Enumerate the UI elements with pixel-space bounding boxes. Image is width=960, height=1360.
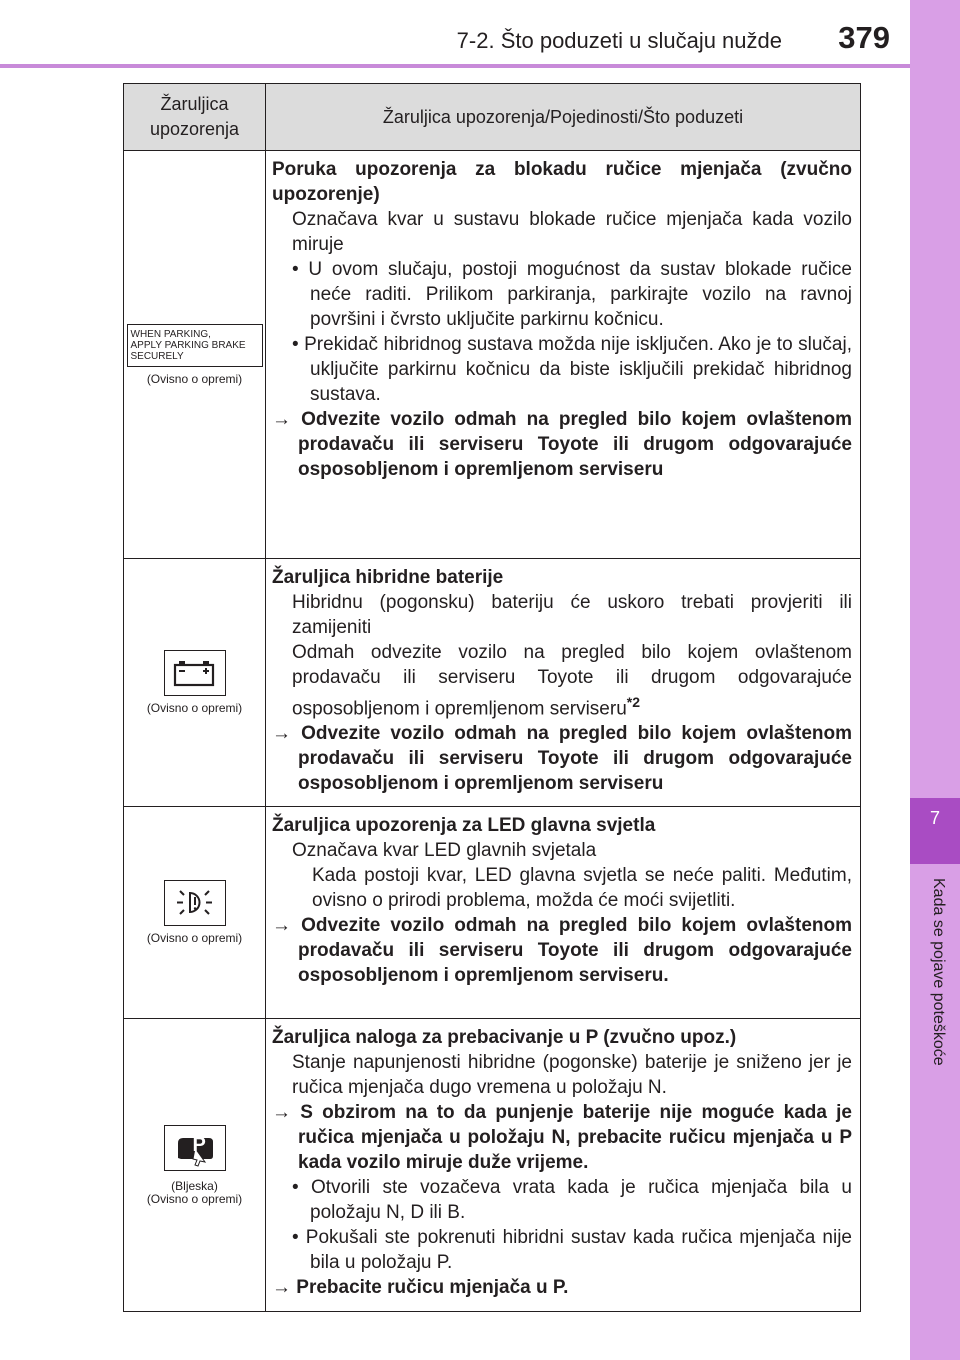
- p-letter: P: [192, 1133, 206, 1156]
- row-text: Kada postoji kvar, LED glavna svjetla se neće paliti. Međutim, ovisno o prirodi problema, možda će moći svijetliti.: [312, 865, 852, 912]
- row-bullet: • Prekidač hibridnog sustava možda nije isključen. Ako je to slučaj, uključite parkirnu kočnicu da biste isključili prekidač hibridnog sustava.: [292, 334, 852, 405]
- row-title: Žaruljica hibridne baterije: [272, 567, 504, 588]
- row-action: → Odvezite vozilo odmah na pregled bilo kojem ovlaštenom prodavaču ili serviseru Toyote ili drugom odgovarajuće osposobljenom i opremljenom serviseru: [272, 723, 852, 795]
- chapter-number: 7: [910, 798, 960, 864]
- footnote-ref: *2: [626, 694, 640, 710]
- description-cell: [266, 807, 861, 1019]
- battery-icon: [164, 650, 226, 696]
- row-text: Hibridnu (pogonsku) bateriju će uskoro trebati provjeriti ili zamijeniti: [292, 592, 852, 638]
- row-text-container: [272, 640, 852, 721]
- message-line: WHEN PARKING,: [130, 328, 211, 340]
- icon-caption: (Bljeska): [171, 1178, 218, 1193]
- description-cell: [266, 1019, 861, 1312]
- icon-cell: [124, 559, 266, 807]
- column-header-details: Žaruljica upozorenja/Pojedinosti/Što poduzeti: [266, 84, 861, 151]
- row-action: → Prebacite ručicu mjenjača u P.: [272, 1277, 569, 1299]
- row-title: Žaruljica upozorenja za LED glavna svjetla: [272, 815, 656, 837]
- table-row: [124, 1019, 861, 1312]
- page-number: 379: [838, 20, 890, 55]
- table-row: [124, 559, 861, 807]
- row-bullet: • Pokušali ste pokrenuti hibridni sustav kada ručica mjenjača nije bila u položaju P.: [292, 1227, 852, 1274]
- row-text: Stanje napunjenosti hibridne (pogonske) baterije je sniženo jer je ručica mjenjača dugo vremena u položaju N.: [292, 1052, 852, 1099]
- row-title: Poruka upozorenja za blokadu ručice mjenjača (zvučno upozorenje): [272, 159, 852, 205]
- chapter-title: Kada se pojave poteškoće: [930, 878, 947, 1066]
- row-text: Odmah odvezite vozilo na pregled bilo kojem ovlaštenom prodavaču ili serviseru Toyote ili drugom odgovarajuće osposobljenom i opremljenom serviseru: [292, 642, 852, 720]
- led-headlight-warning-icon: [164, 880, 226, 926]
- message-line: SECURELY: [130, 350, 184, 362]
- table-row: [124, 151, 861, 559]
- icon-caption: (Ovisno o opremi): [146, 371, 243, 386]
- icon-caption: (Ovisno o opremi): [146, 701, 243, 716]
- row-text: Označava kvar u sustavu blokade ručice mjenjača kada vozilo miruje: [292, 209, 852, 255]
- table-header-row: [124, 84, 861, 151]
- row-title: Žaruljica naloga za prebacivanje u P (zvučno upoz.): [272, 1027, 737, 1049]
- shift-to-p-icon: [164, 1125, 226, 1171]
- header-divider: [0, 64, 910, 68]
- row-action: → Odvezite vozilo odmah na pregled bilo kojem ovlaštenom prodavaču ili serviseru Toyote ili drugom odgovarajuće osposobljenom i opremljenom serviseru.: [272, 915, 852, 987]
- description-cell: [266, 151, 861, 559]
- icon-caption: (Ovisno o opremi): [146, 1191, 243, 1206]
- icon-cell: [124, 807, 266, 1019]
- row-bullet: • Otvorili ste vozačeva vrata kada je ručica mjenjača bila u položaju N, D ili B.: [292, 1177, 852, 1224]
- description-cell: [266, 559, 861, 807]
- table-row: [124, 807, 861, 1019]
- icon-cell: [124, 151, 266, 559]
- row-action: → Odvezite vozilo odmah na pregled bilo kojem ovlaštenom prodavaču ili serviseru Toyote ili drugom odgovarajuće osposobljenom i opremljenom serviseru: [272, 409, 852, 480]
- warning-lights-table: [123, 83, 861, 1312]
- row-text: Označava kvar LED glavnih svjetala: [292, 840, 597, 862]
- column-header-light: Žaruljica upozorenja: [124, 84, 266, 151]
- message-line: APPLY PARKING BRAKE: [130, 339, 246, 351]
- row-action: → S obzirom na to da punjenje baterije nije moguće kada je ručica mjenjača u položaju N, prebacite ručicu mjenjača u P kada vozilo miruje duže vrijeme.: [272, 1102, 852, 1174]
- icon-caption: (Ovisno o opremi): [146, 931, 243, 946]
- section-title: 7-2. Što poduzeti u slučaju nužde: [456, 28, 782, 53]
- icon-cell: [124, 1019, 266, 1312]
- row-bullet: • U ovom slučaju, postoji mogućnost da sustav blokade ručice neće raditi. Prilikom parkiranja, parkirajte vozilo na ravnoj površini i čvrsto uključite parkirnu kočnicu.: [292, 259, 852, 330]
- chapter-side-tab: [910, 0, 960, 1360]
- parking-message-display: [127, 324, 263, 367]
